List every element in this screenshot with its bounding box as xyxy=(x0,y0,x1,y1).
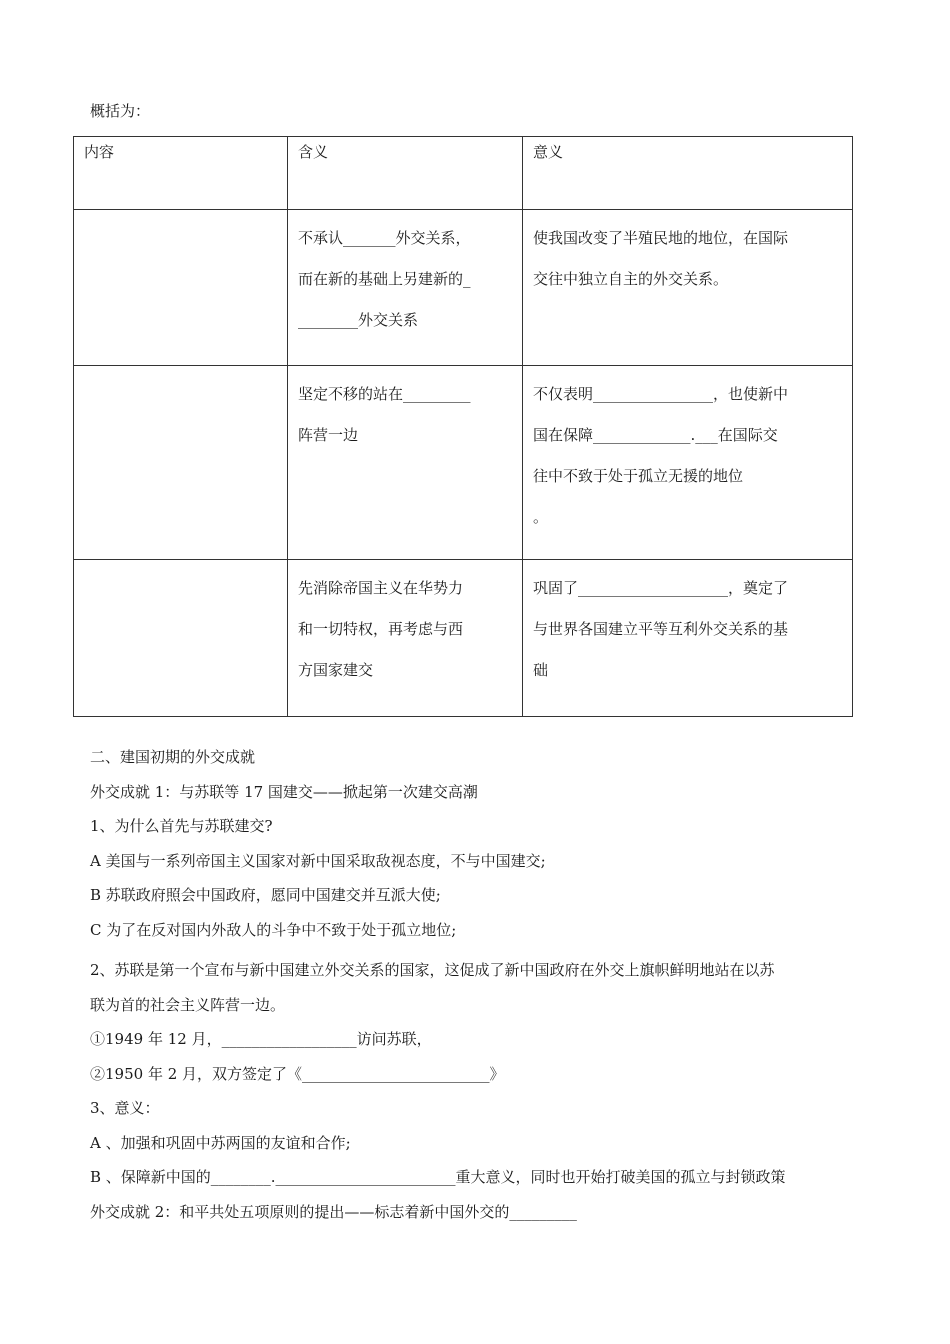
significance-line: B 、保障新中国的________.________________________重大意义，同时也开始打破美国的孤立与封锁政策 xyxy=(90,1168,786,1186)
intro-text: 概括为： xyxy=(90,102,151,120)
significance-line: 往中不致于处于孤立无援的地位 xyxy=(533,467,744,485)
meaning-line: 方国家建交 xyxy=(298,661,374,679)
table-row xyxy=(74,366,853,560)
row-meaning xyxy=(288,210,523,366)
meaning-line: 和一切特权，再考虑与西 xyxy=(298,620,464,638)
meaning-line: 阵营一边 xyxy=(298,426,359,444)
paragraph-line: 联为首的社会主义阵营一边。 xyxy=(90,995,286,1014)
question-line: 1、为什么首先与苏联建交? xyxy=(90,817,273,835)
significance-line: 巩固了____________________，奠定了 xyxy=(533,579,789,597)
answer-line: A 美国与一系列帝国主义国家对新中国采取敌视态度，不与中国建交; xyxy=(90,851,546,870)
answer-line: B 苏联政府照会中国政府，愿同中国建交并互派大使; xyxy=(90,886,441,904)
row-content xyxy=(74,210,288,366)
event-line: ①1949 年 12 月，__________________访问苏联， xyxy=(90,1030,432,1048)
significance-heading: 3、意义： xyxy=(90,1099,160,1117)
meaning-line: 不承认_______外交关系， xyxy=(298,229,471,247)
significance-line: 。 xyxy=(533,508,549,526)
row-meaning xyxy=(288,366,523,560)
table-row xyxy=(74,210,853,366)
row-content xyxy=(74,366,288,560)
header-content: 内容 xyxy=(74,137,288,210)
summary-table xyxy=(73,136,853,717)
significance-line: 不仅表明________________，也使新中 xyxy=(533,385,789,403)
meaning-line: 先消除帝国主义在华势力 xyxy=(298,579,464,597)
row-content xyxy=(74,560,288,717)
event-line: ②1950 年 2 月，双方签定了《_________________________》 xyxy=(90,1064,505,1083)
meaning-line: 坚定不移的站在_________ xyxy=(298,385,471,403)
achievement-title: 外交成就 1：与苏联等 17 国建交——掀起第一次建交高潮 xyxy=(90,782,478,801)
significance-line: 与世界各国建立平等互利外交关系的基 xyxy=(533,620,789,638)
significance-line: 国在保障_____________.___在国际交 xyxy=(533,426,778,444)
significance-line: 使我国改变了半殖民地的地位，在国际 xyxy=(533,229,789,247)
paragraph-line: 2、苏联是第一个宣布与新中国建立外交关系的国家，这促成了新中国政府在外交上旗帜鲜明地站在以苏 xyxy=(90,961,775,979)
significance-line: 交往中独立自主的外交关系。 xyxy=(533,270,729,288)
section-heading: 二、建国初期的外交成就 xyxy=(90,748,256,766)
table-row xyxy=(74,560,853,717)
significance-line: A 、加强和巩固中苏两国的友谊和合作; xyxy=(90,1133,351,1152)
header-significance: 意义 xyxy=(523,137,853,210)
meaning-line: ________外交关系 xyxy=(298,311,419,329)
row-significance xyxy=(523,560,853,717)
row-meaning xyxy=(288,560,523,717)
meaning-line: 而在新的基础上另建新的_ xyxy=(298,270,471,288)
table-header-row xyxy=(74,137,853,210)
answer-line: C 为了在反对国内外敌人的斗争中不致于处于孤立地位; xyxy=(90,920,457,939)
row-significance xyxy=(523,210,853,366)
achievements-section xyxy=(90,740,890,1229)
header-meaning: 含义 xyxy=(288,137,523,210)
row-significance xyxy=(523,366,853,560)
achievement-title: 外交成就 2：和平共处五项原则的提出——标志着新中国外交的_________ xyxy=(90,1202,577,1221)
significance-line: 础 xyxy=(533,661,549,679)
